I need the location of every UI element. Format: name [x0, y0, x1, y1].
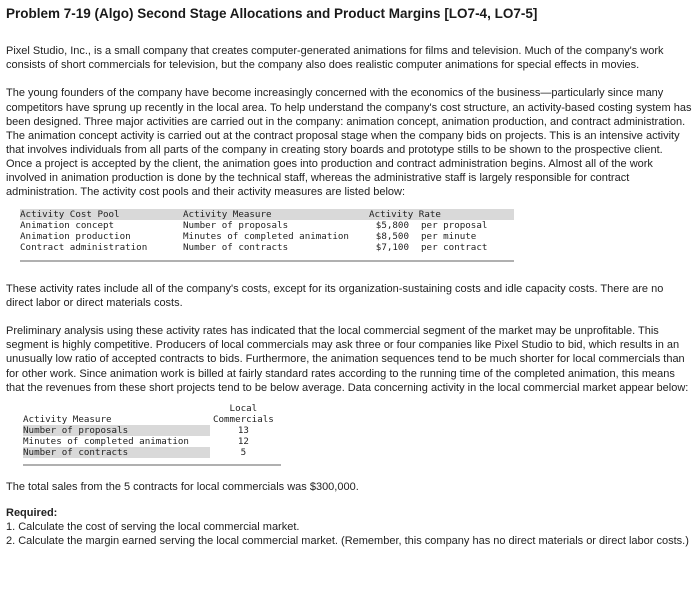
- activity-rates-table: [20, 209, 514, 262]
- table-row: [23, 447, 281, 458]
- table-bottom-rule: [23, 464, 281, 466]
- pool-cell: Contract administration: [20, 242, 148, 254]
- value-cell: 12: [237, 435, 249, 447]
- value-cell: 13: [237, 424, 249, 436]
- local-commercials-table: [23, 403, 281, 466]
- intro-paragraph: Pixel Studio, Inc., is a small company that creates computer-generated animations for films and television. Much of the company's work consists of short commercials for television, but the company also does realistic computer animations for special effects in movies.: [6, 45, 664, 72]
- col-header-measure: Activity Measure: [23, 413, 112, 425]
- pool-cell: Animation production: [20, 231, 131, 243]
- required-question-1: 1. Calculate the cost of serving the local commercial market.: [6, 521, 300, 534]
- rates-note-paragraph: These activity rates include all of the company's costs, except for its organization-sustaining costs and idle capacity costs. There are no direct labor or direct materials costs.: [6, 283, 664, 310]
- required-question-2: 2. Calculate the margin earned serving the local commercial market. (Remember, this company has no direct materials or direct labor costs.): [6, 535, 689, 548]
- measure-cell: Number of proposals: [183, 220, 289, 232]
- table-row: [23, 436, 281, 447]
- table-bottom-rule: [20, 260, 514, 262]
- measure-cell: Minutes of completed animation: [183, 231, 349, 243]
- table-header-row: [23, 403, 281, 425]
- col-header-rate: Activity Rate: [369, 209, 514, 220]
- pool-cell: Animation concept: [20, 220, 115, 232]
- value-cell: 5: [240, 446, 247, 458]
- rate-cell: $8,500: [375, 231, 409, 243]
- analysis-paragraph: Preliminary analysis using these activity rates has indicated that the local commercial segment of the market may be unprofitable. This segment is highly competitive. Producers of local commercials may ask three or four companies like Pixel Studio to bid, which results in an unusually low ratio of accepted contracts to bids. Furthermore, the animation sequences tend to be much shorter for local commercials than for other work. Since animation work is billed at fairly standard rates according to the running time of the completed animation, this means that the revenues from these short projects tend to be below average. Data concerning activity in the local commercial market appear below:: [6, 325, 689, 394]
- col-header-line: Commercials: [212, 413, 274, 425]
- rate-unit-cell: per proposal: [421, 220, 488, 232]
- col-header-line: Local: [229, 402, 258, 414]
- activity-table-header: [20, 209, 514, 220]
- table-row: [23, 425, 281, 436]
- problem-title: Problem 7-19 (Algo) Second Stage Allocations and Product Margins [LO7-4, LO7-5]: [6, 6, 538, 21]
- measure-cell: Number of contracts: [183, 242, 289, 254]
- measure-cell: Number of contracts: [23, 447, 210, 458]
- required-label: Required:: [6, 506, 58, 519]
- table-row: [20, 231, 514, 242]
- col-header-local-commercials: [210, 403, 281, 425]
- col-header-measure: Activity Measure: [183, 209, 369, 220]
- measure-cell: Minutes of completed animation: [23, 435, 189, 447]
- measure-cell: Number of proposals: [23, 425, 210, 436]
- col-header-pool: Activity Cost Pool: [20, 209, 183, 220]
- table-row: [20, 220, 514, 231]
- rate-cell: $7,100: [375, 242, 409, 254]
- total-sales-paragraph: The total sales from the 5 contracts for local commercials was $300,000.: [6, 480, 359, 493]
- rate-cell: $5,800: [375, 220, 409, 232]
- rate-unit-cell: per contract: [421, 242, 488, 254]
- table-row: [20, 242, 514, 253]
- rate-unit-cell: per minute: [421, 231, 477, 243]
- background-paragraph: The young founders of the company have become increasingly concerned with the economics of the business—particularly since many competitors have sprung up recently in the local area. To help understand the company's cost structure, an activity-based costing system has been designed. Three major activities are carried out in the company: animation concept, animation production, and contract administration. The animation concept activity is carried out at the contract proposal stage when the company bids on projects. This is an intensive activity that involves individuals from all parts of the company in creating story boards and prototype stills to be shown to the prospective client. Once a project is accepted by the client, the animation goes into production and contract administration begins. Almost all of the work involved in animation production is done by the technical staff, whereas the administrative staff is largely responsible for contract administration. The activity cost pools and their activity measures are listed below:: [6, 87, 692, 198]
